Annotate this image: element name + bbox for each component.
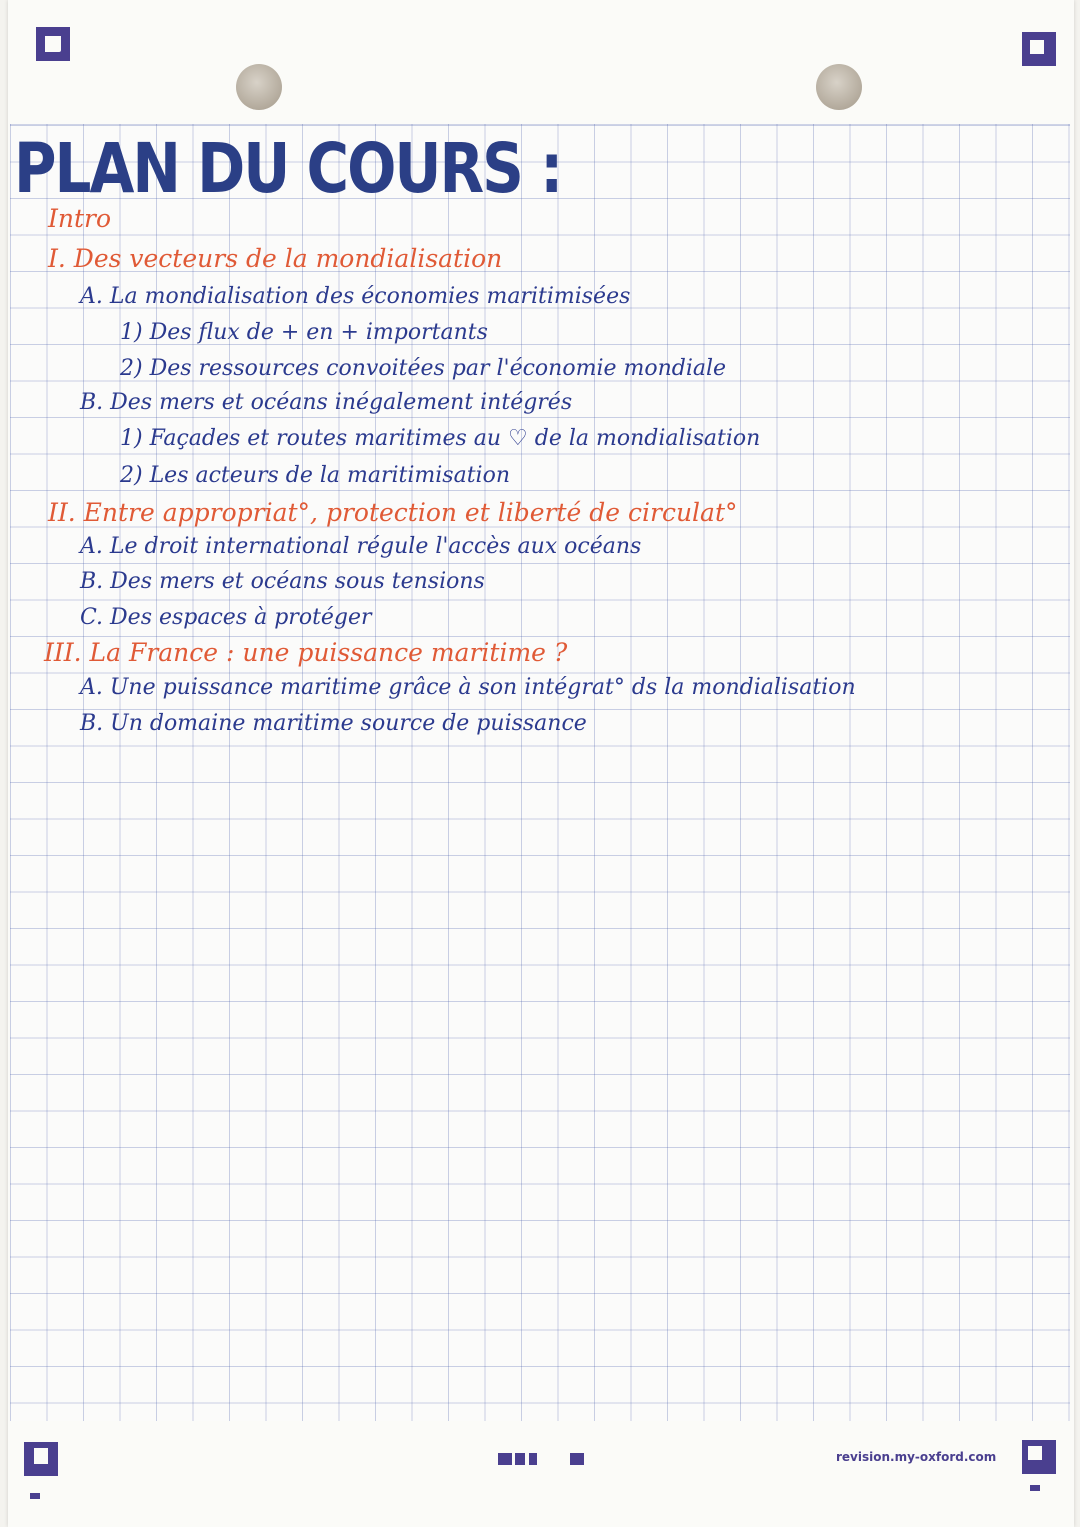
outline-item: I. Des vecteurs de la mondialisation: [48, 244, 503, 273]
footer-square-icon: [498, 1453, 512, 1465]
footer-square-icon: [570, 1453, 584, 1465]
corner-marker-top-left-icon: [36, 27, 70, 61]
outline-item: A. Une puissance maritime grâce à son intégrat° ds la mondialisation: [80, 675, 856, 700]
footer-url: revision.my-oxford.com: [836, 1450, 997, 1464]
outline-item: Intro: [48, 204, 112, 233]
corner-marker-top-right-icon: [1022, 32, 1056, 66]
footer-square-icon: [515, 1453, 525, 1465]
outline-item: B. Des mers et océans sous tensions: [80, 569, 485, 594]
outline-item: B. Un domaine maritime source de puissance: [80, 711, 587, 736]
outline-item: III. La France : une puissance maritime ?: [44, 638, 568, 667]
outline-item: 2) Les acteurs de la maritimisation: [120, 463, 510, 488]
corner-tick-icon: [30, 1493, 40, 1499]
outline-item: 2) Des ressources convoitées par l'économie mondiale: [120, 356, 727, 381]
punch-hole-right: [816, 64, 862, 110]
outline-item: A. La mondialisation des économies maritimisées: [80, 284, 631, 309]
corner-marker-bottom-left-icon: [24, 1442, 58, 1476]
outline-item: 1) Des flux de + en + importants: [120, 320, 488, 345]
page-title: PLAN DU COURS :: [14, 128, 562, 209]
corner-marker-bottom-right-icon: [1022, 1440, 1056, 1474]
footer-square-icon: [529, 1453, 537, 1465]
outline-item: A. Le droit international régule l'accès aux océans: [80, 534, 642, 559]
corner-tick-icon: [1030, 1485, 1040, 1491]
outline-item: 1) Façades et routes maritimes au ♡ de la mondialisation: [120, 426, 761, 451]
outline-item: B. Des mers et océans inégalement intégrés: [80, 390, 573, 415]
grid-paper: [10, 124, 1070, 1421]
outline-item: II. Entre appropriat°, protection et liberté de circulat°: [48, 498, 738, 527]
outline-item: C. Des espaces à protéger: [80, 605, 372, 630]
punch-hole-left: [236, 64, 282, 110]
